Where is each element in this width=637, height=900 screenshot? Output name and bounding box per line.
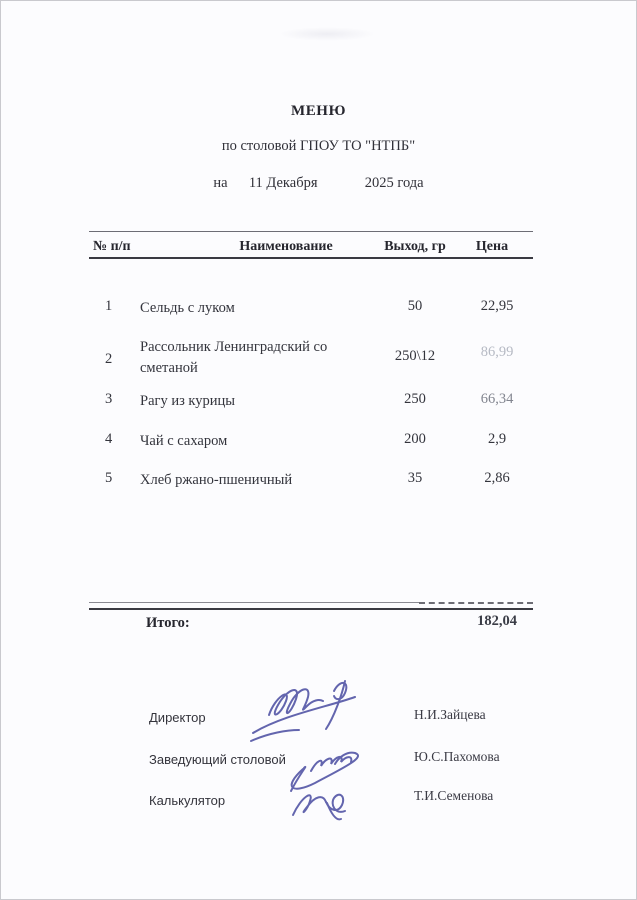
signature-name-director: Н.И.Зайцева	[414, 707, 486, 722]
document-date-line	[1, 175, 636, 192]
row-number: 2	[105, 351, 113, 367]
date-prefix: на	[213, 175, 228, 191]
header-price: Цена	[475, 239, 509, 254]
table-row	[89, 470, 533, 494]
signature-name-calculator: Т.И.Семенова	[414, 788, 494, 803]
dish-price: 86,99	[480, 344, 514, 360]
table-top-rule	[89, 231, 533, 232]
dish-name: Сельдь с луком	[140, 300, 235, 316]
header-output: Выход, гр	[384, 239, 446, 254]
date-year: 2025 года	[364, 175, 424, 191]
dish-output: 50	[407, 298, 423, 314]
document-subtitle: по столовой ГПОУ ТО "НТПБ"	[221, 138, 416, 154]
total-label: Итого:	[146, 615, 190, 631]
dish-name: Рассольник Ленинградский со сметаной	[140, 339, 328, 376]
dish-price: 2,86	[484, 470, 510, 486]
signature-role-canteen-manager: Заведующий столовой	[149, 752, 286, 767]
dish-name: Рагу из курицы	[140, 393, 236, 409]
dish-name: Чай с сахаром	[140, 433, 228, 449]
signature-stroke-director	[269, 689, 323, 715]
table-row	[89, 431, 533, 455]
row-number: 5	[105, 470, 113, 486]
table-header-rule	[89, 257, 533, 259]
table-row	[89, 339, 533, 376]
header-number: № п/п	[93, 239, 131, 254]
total-value: 182,04	[477, 613, 517, 629]
header-name: Наименование	[239, 239, 333, 254]
dish-output: 200	[404, 431, 426, 447]
row-number: 4	[105, 431, 113, 447]
row-number: 1	[105, 298, 113, 314]
dish-output: 250	[404, 391, 426, 407]
handwritten-signatures	[241, 669, 411, 829]
scan-smudge	[279, 27, 375, 41]
dish-price: 22,95	[480, 298, 514, 314]
date-value: 11 Декабря	[248, 175, 318, 191]
row-number: 3	[105, 391, 113, 407]
document-title: МЕНЮ	[290, 103, 347, 119]
signature-stroke-calculator	[293, 795, 326, 815]
total-rule-lower	[89, 608, 533, 610]
dish-price: 2,9	[487, 431, 507, 447]
dish-price: 66,34	[480, 391, 514, 407]
signature-role-calculator: Калькулятор	[149, 793, 226, 808]
signature-name-canteen-manager: Ю.С.Пахомова	[414, 749, 500, 764]
signature-role-director: Директор	[149, 710, 206, 725]
total-rule-upper-dashed	[419, 602, 533, 604]
table-row	[89, 298, 533, 322]
table-header-row	[89, 239, 533, 257]
dish-output: 250\12	[394, 348, 436, 364]
table-row	[89, 391, 533, 415]
dish-name: Хлеб ржано-пшеничный	[140, 472, 293, 488]
dish-output: 35	[407, 470, 423, 486]
total-rule-upper	[89, 602, 419, 603]
